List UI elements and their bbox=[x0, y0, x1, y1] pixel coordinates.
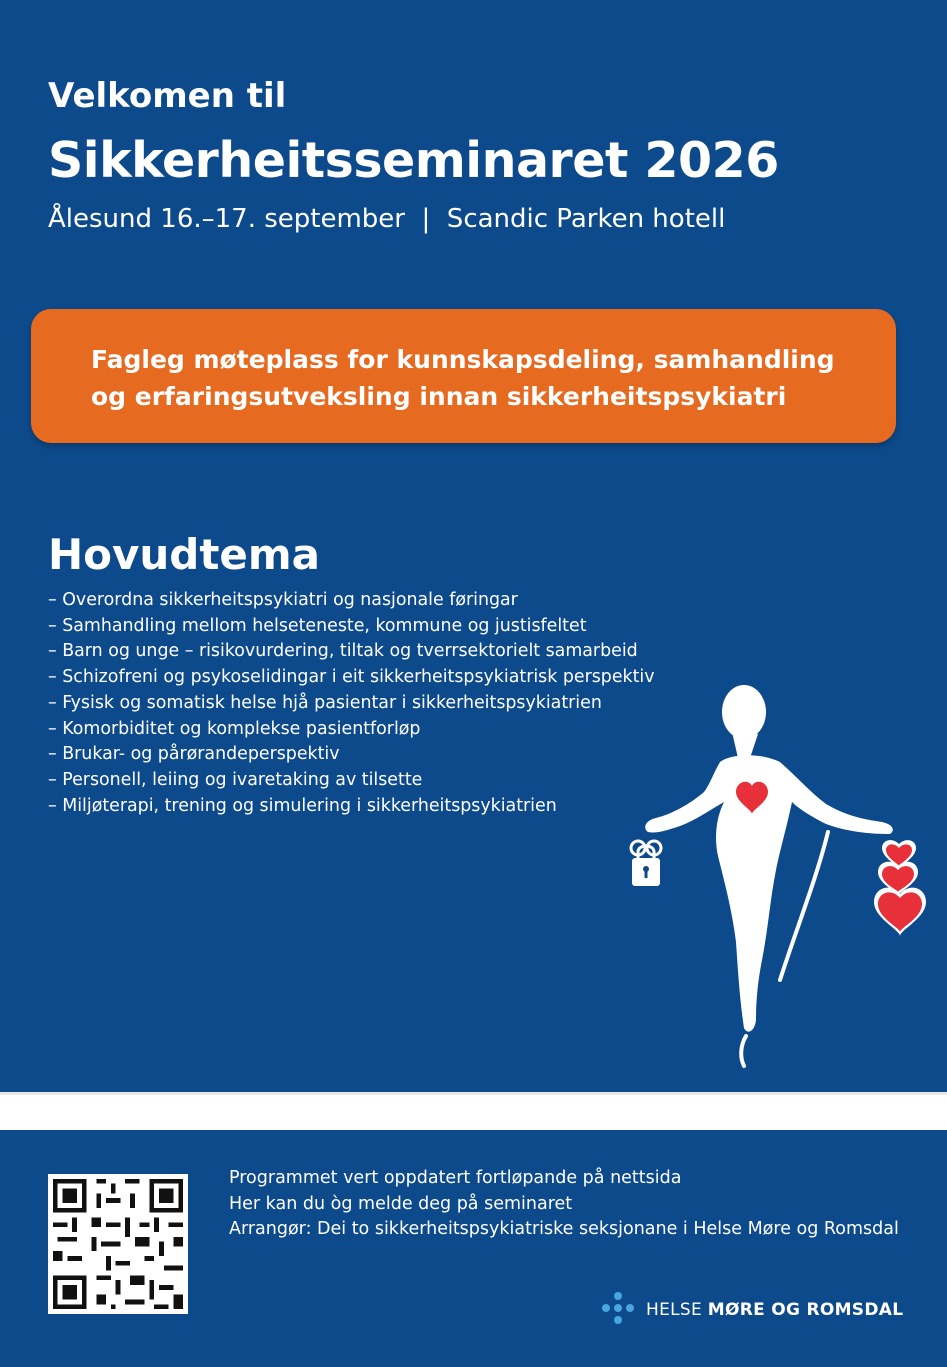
footer-line: Arrangør: Dei to sikkerheitspsykiatriske seksjonane i Helse Møre og Romsdal bbox=[229, 1219, 899, 1239]
topic-item: – Komorbiditet og komplekse pasientforløp bbox=[48, 718, 421, 739]
topic-item: – Miljøterapi, trening og simulering i sikkerheitspsykiatrien bbox=[48, 795, 557, 816]
topic-item: – Barn og unge – risikovurdering, tiltak og tverrsektorielt samarbeid bbox=[48, 641, 638, 662]
topic-item: – Schizofreni og psykoselidingar i eit sikkerheitspsykiatrisk perspektiv bbox=[48, 667, 655, 688]
footer-line: Programmet vert oppdatert fortløpande på nettsida bbox=[229, 1168, 682, 1188]
cross-dots-logo-icon bbox=[596, 1290, 640, 1334]
topic-item: – Brukar- og pårørandeperspektiv bbox=[48, 744, 340, 765]
footer bbox=[0, 1130, 947, 1367]
topics-list bbox=[48, 588, 655, 819]
logo-text: HELSE MØRE OG ROMSDAL bbox=[646, 1300, 904, 1320]
tagline-text: Fagleg møteplass for kunnskapsdeling, samhandling og erfaringsutveksling innan sikkerheitspsykiatri bbox=[91, 345, 835, 411]
seminar-title: Sikkerheitsseminaret 2026 bbox=[48, 132, 779, 189]
topics-heading: Hovudtema bbox=[48, 530, 321, 579]
qr-code-icon[interactable] bbox=[48, 1174, 188, 1314]
helse-logo bbox=[596, 1290, 904, 1334]
topic-item: – Samhandling mellom helseteneste, kommune og justisfeltet bbox=[48, 615, 587, 636]
divider-strip bbox=[0, 1092, 947, 1130]
padlock-icon bbox=[631, 841, 661, 886]
topic-item: – Overordna sikkerheitspsykiatri og nasjonale føringar bbox=[48, 590, 518, 610]
footer-line: Her kan du òg melde deg på seminaret bbox=[229, 1193, 573, 1214]
date-location: Ålesund 16.–17. september | Scandic Parken hotell bbox=[48, 204, 726, 234]
heart-stack-icon bbox=[874, 840, 926, 936]
tagline-banner bbox=[31, 309, 896, 443]
welcome-text: Velkomen til bbox=[48, 76, 287, 116]
woman-figure-icon bbox=[620, 680, 940, 1080]
footer-info bbox=[229, 1166, 899, 1243]
topic-item: – Fysisk og somatisk helse hjå pasientar i sikkerheitspsykiatrien bbox=[48, 692, 602, 713]
topic-item: – Personell, leiing og ivaretaking av tilsette bbox=[48, 769, 423, 790]
